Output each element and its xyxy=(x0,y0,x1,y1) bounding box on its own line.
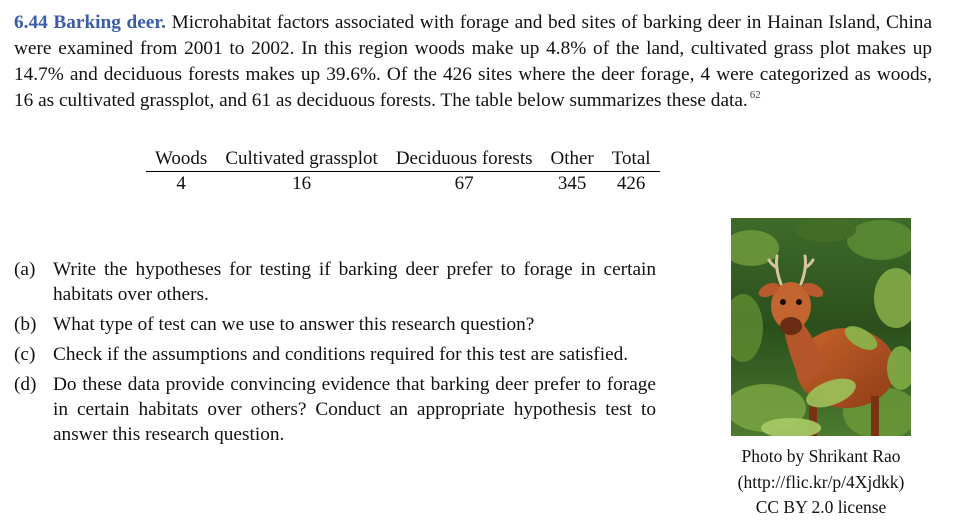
barking-deer-photo xyxy=(731,218,911,436)
photo-credit: Photo by Shrikant Rao xyxy=(741,446,901,466)
question-text: Write the hypotheses for testing if barking deer prefer to forage in certain habitats over others. xyxy=(53,259,656,305)
header-total: Total xyxy=(603,146,660,172)
question-label: (d) xyxy=(14,374,37,395)
question-d xyxy=(14,372,656,447)
exercise-body: Microhabitat factors associated with forage and bed sites of barking deer in Hainan Island, China were examined from 2001 to 2002. In this region woods make up 4.8% of the land, cultivated grass plot makes up 14.7% and deciduous forests makes up 39.6%. Of the 426 sites where the deer forage, 4 were categorized as woods, 16 as cultivated grassplot, and 61 as deciduous forests. The table below summarizes these data. xyxy=(14,12,932,111)
question-list xyxy=(14,257,656,452)
cell-total: 426 xyxy=(616,173,646,194)
cell-deciduous-forests: 67 xyxy=(454,173,474,194)
header-woods: Woods xyxy=(146,146,216,172)
table-header-row xyxy=(146,146,660,172)
header-deciduous-forests: Deciduous forests xyxy=(387,146,542,172)
exercise-number: 6.44 xyxy=(14,12,48,33)
photo-caption xyxy=(700,444,942,521)
table-row xyxy=(146,172,660,197)
question-c xyxy=(14,342,656,367)
question-label: (a) xyxy=(14,259,36,280)
header-cultivated-grassplot: Cultivated grassplot xyxy=(216,146,387,172)
question-label: (c) xyxy=(14,344,36,365)
question-text: What type of test can we use to answer this research question? xyxy=(53,314,535,335)
deer-illustration xyxy=(731,218,911,436)
photo-link[interactable]: (http://flic.kr/p/4Xjdkk) xyxy=(737,471,905,492)
footnote-marker[interactable]: 62 xyxy=(749,89,761,101)
question-a xyxy=(14,257,656,307)
cell-other: 345 xyxy=(557,173,587,194)
photo-license: CC BY 2.0 license xyxy=(755,497,887,517)
question-b xyxy=(14,312,656,337)
question-text: Check if the assumptions and conditions required for this test are satisfied. xyxy=(53,344,629,365)
header-other: Other xyxy=(542,146,603,172)
cell-woods: 4 xyxy=(176,173,186,194)
habitat-table xyxy=(146,146,660,196)
question-text: Do these data provide convincing evidence that barking deer prefer to forage in certain habitats over others? Conduct an appropriate hypothesis test to answer this research question. xyxy=(53,374,656,445)
cell-cultivated-grassplot: 16 xyxy=(292,173,312,194)
exercise-intro xyxy=(14,10,932,116)
exercise-title: Barking deer. xyxy=(53,12,166,33)
exercise-heading xyxy=(14,12,166,33)
question-label: (b) xyxy=(14,314,37,335)
